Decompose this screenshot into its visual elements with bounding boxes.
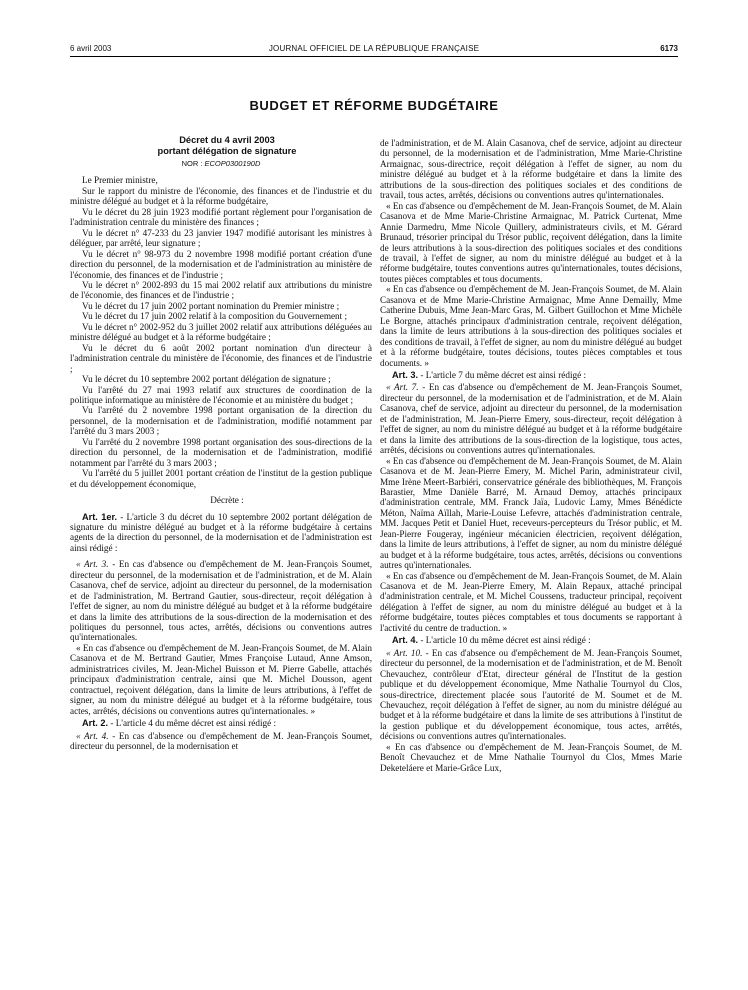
paragraph: « En cas d'absence ou d'empêchement de M. Jean-François Soumet, de M. Alain Casanova et de M. Jean-Pierre Emery, M. Michel Parin, administrateur civil, Mme Irène Meert-Barbiéri, conservatrice générale des bibliothèques, M. François Barastier, Mme Danièle Barré, M. Arnaud Demoy, attachés principaux d'administration centrale, MM. Franck Jaïa, Ludovic Lamy, Mmes Bénédicte Méton, Naïma Aïllah, Marie-Louise Lefevre, attachés d'administration centrale, MM. Jacques Petit et Daniel Huet, receveurs-percepteurs du Trésor public, et M. Jean-Pierre Fougeray, ingénieur mécanicien électricien, reçoivent délégation, dans la limite de leurs attributions, à l'effet de signer, au nom du ministre délégué au budget et à la réforme budgétaire, tous actes, arrêtés, décisions ou conventions autres qu'internationales. bbox=[380, 455, 682, 571]
paragraph: Vu l'arrêté du 27 mai 1993 relatif aux structures de coordination de la politique informatique au ministère de l'économie et au ministère du budget ; bbox=[70, 384, 372, 405]
paragraph: Vu le décret du 17 juin 2002 portant nomination du Premier ministre ; bbox=[82, 300, 340, 311]
paragraph: Vu l'arrêté du 2 novembre 1998 portant organisation des sous-directions de la direction du personnel, de la modernisation et de l'administration, modifié notamment par l'arrêté du 3 mars 2003 ; bbox=[70, 436, 372, 468]
paragraph: Vu le décret n° 47-233 du 23 janvier 1947 modifié autorisant les ministres à déléguer, par arrêté, leur signature ; bbox=[70, 227, 372, 249]
article-1 bbox=[70, 512, 372, 554]
article-label: Art. 3. bbox=[392, 369, 419, 380]
journal-title: JOURNAL OFFICIEL DE LA RÉPUBLIQUE FRANÇAISE bbox=[268, 44, 480, 53]
quoted-article-label: « Art. 4. bbox=[76, 730, 109, 741]
article-text: - L'article 7 du même décret est ainsi rédigé : bbox=[418, 369, 587, 380]
paragraph: Vu le décret n° 98-973 du 2 novembre 1998 modifié portant création d'une direction du personnel, de la modernisation et de l'administration au ministère de l'économie, des finances et de l'industrie ; bbox=[70, 248, 372, 280]
paragraph: Vu le décret du 17 juin 2002 relatif à la composition du Gouvernement ; bbox=[82, 311, 348, 322]
article-label: Art. 4. bbox=[392, 635, 419, 646]
article-4 bbox=[380, 635, 682, 645]
article-text: - L'article 10 du même décret est ainsi rédigé : bbox=[418, 635, 591, 646]
paragraph: Sur le rapport du ministre de l'économie, des finances et de l'industrie et du ministre délégué au budget et à la réforme budgétaire, bbox=[70, 185, 372, 207]
decrete-heading: Décrète : bbox=[210, 495, 244, 506]
paragraph: Le Premier ministre, bbox=[82, 175, 158, 186]
issue-date: 6 avril 2003 bbox=[70, 44, 112, 53]
paragraph: Vu le décret n° 2002-952 du 3 juillet 2002 relatif aux attributions déléguées au ministre délégué au budget et à la réforme budgétaire ; bbox=[70, 321, 372, 343]
nor-reference bbox=[70, 159, 372, 169]
article-text: - L'article 3 du décret du 10 septembre 2002 portant délégation de signature du ministre délégué au budget et à la réforme budgétaire à certains agents de la direction du personnel, de la modernisation et de l'administration est ainsi rédigé : bbox=[70, 511, 373, 553]
quoted-article-label: « Art. 7. bbox=[386, 382, 419, 393]
paragraph: Vu le décret n° 2002-893 du 15 mai 2002 relatif aux attributions du ministre de l'économie, des finances et de l'industrie ; bbox=[70, 279, 372, 301]
paragraph: Vu l'arrêté du 2 novembre 1998 portant organisation de la direction du personnel, de la modernisation et de l'administration, modifié notamment par l'arrêté du 3 mars 2003 ; bbox=[70, 405, 372, 437]
paragraph: « En cas d'absence ou d'empêchement de M. Jean-François Soumet, de M. Alain Casanova et de Mme Marie-Christine Armaignac, M. Patrick Curtenat, Mme Annie Darmedru, Mme Nicole Quillery, administrateurs civils, et M. Gérard Brunaud, trésorier principal du Trésor public, reçoivent délégation, dans la limite de leurs attributions à la sous-direction des politiques sociales et des conditions de travail, à l'effet de signer, au nom du ministre délégué au budget et à la réforme budgétaire, toutes conventions autres qu'internationales, toutes décisions, toutes pièces comptables et tous documents. bbox=[380, 200, 682, 284]
right-column bbox=[380, 138, 682, 773]
header-rule bbox=[70, 56, 678, 57]
page-header bbox=[70, 44, 678, 56]
page-number: 6173 bbox=[660, 44, 678, 53]
paragraph: « En cas d'absence ou d'empêchement de M. Jean-François Soumet, de M. Alain Casanova et de M. Bertrand Gautier, Mmes Françoise Lutaud, Anne Amson, administratrices civiles, M. Jean-Michel Buisson et M. Pierre Gabelle, attachés principaux d'administration centrale, ainsi que M. Michel Dousson, agent contractuel, reçoivent délégation, dans la limite de leurs attributions, à l'effet de signer, au nom du ministre délégué au budget et à la réforme budgétaire, tous actes, arrêtés, décisions ou conventions autres qu'internationales. » bbox=[70, 642, 372, 716]
paragraph: Vu le décret du 6 août 2002 portant nomination d'un directeur à l'administration centrale du ministère de l'économie, des finances et de l'industrie ; bbox=[70, 342, 372, 374]
quoted-article-text: - En cas d'absence ou d'empêchement de M. Jean-François Soumet, directeur du personnel, de la modernisation et de l'administration, et de M. Benoît Chevauchez, contrôleur d'Etat, directeur général de l'Institut de la gestion publique et du développement économique, Mme Nathalie Tournyol du Clos, sous-directrice, directement placée sous l'autorité de M. Soumet et de M. Chevauchez, reçoit délégation à l'effet de signer, au nom du ministre délégué au budget et à la réforme budgétaire et dans la limite de ses attributions à l'institut de la gestion publique et du développement économique, tous actes, arrêtés, décisions ou conventions autres qu'internationales. bbox=[380, 647, 682, 742]
quoted-article-text: - En cas d'absence ou d'empêchement de M. Jean-François Soumet, directeur du personnel, de la modernisation et de l'administration, et de M. Alain Casanova, chef de service, adjoint au directeur du personnel, de la modernisation et de l'administration, M. Jean-Pierre Emery, sous-directeur, reçoit délégation à l'effet de signer, au nom du ministre délégué au budget et à la réforme budgétaire et dans la limite des attributions de la sous-direction de la logistique, tous actes, arrêtés, décisions ou conventions autres qu'internationales. bbox=[380, 382, 682, 456]
section-title: BUDGET ET RÉFORME BUDGÉTAIRE bbox=[249, 98, 499, 113]
quoted-article-label: « Art. 3. bbox=[76, 559, 109, 570]
nor-code: ECOP0300190D bbox=[204, 159, 261, 168]
article-3 bbox=[380, 370, 682, 380]
quoted-article-text: - En cas d'absence ou d'empêchement de M. Jean-François Soumet, directeur du personnel, de la modernisation et bbox=[70, 730, 372, 752]
article-text: - L'article 4 du même décret est ainsi rédigé : bbox=[108, 718, 277, 729]
article-label: Art. 2. bbox=[82, 718, 109, 729]
paragraph: « En cas d'absence ou d'empêchement de M. Jean-François Soumet, de M. Alain Casanova et de Mme Marie-Christine Armaignac, Mme Anne Demailly, Mme Catherine Dubuis, Mme Jean-Marc Gras, M. Gilbert Guillochon et Mme Michèle Le Borgne, attachés principaux d'administration centrale, reçoivent délégation, dans la limite de leurs attributions à la sous-direction des politiques sociales et des conditions de travail, à l'effet de signer, au nom du ministre délégué au budget et à la réforme budgétaire, toutes décisions, toutes pièces comptables et tous documents. » bbox=[380, 284, 682, 368]
paragraph: Vu le décret du 28 juin 1923 modifié portant règlement pour l'organisation de l'administration centrale du ministère des finances ; bbox=[70, 206, 372, 228]
quoted-article bbox=[70, 559, 372, 643]
paragraph: « En cas d'absence ou d'empêchement de M. Jean-François Soumet, de M. Benoît Chevauchez et de Mme Nathalie Tournyol du Clos, Mmes Marie Deketeláere et Marie-Grâce Lux, bbox=[380, 741, 682, 773]
paragraph: Vu l'arrêté du 5 juillet 2001 portant création de l'institut de la gestion publique et du développement économique, bbox=[70, 468, 372, 489]
paragraph: Vu le décret du 10 septembre 2002 portant délégation de signature ; bbox=[82, 374, 331, 385]
nor-label: NOR : bbox=[181, 159, 205, 168]
paragraph: de l'administration, et de M. Alain Casanova, chef de service, adjoint au directeur du personnel, de la modernisation et de l'administration, Mme Marie-Christine Armaignac, sous-directrice, reçoit délégation à l'effet de signer, au nom du ministre délégué au budget et à la réforme budgétaire et dans la limite des attributions de la sous-direction des politiques sociales et des conditions de travail, tous actes, arrêtés, décisions ou conventions autres qu'internationales. bbox=[380, 138, 682, 201]
left-column bbox=[70, 135, 372, 751]
quoted-article bbox=[70, 731, 372, 752]
article-label: Art. 1er. bbox=[82, 511, 118, 522]
quoted-article bbox=[380, 648, 682, 742]
quoted-article-label: « Art. 10. bbox=[386, 647, 423, 658]
decree-title-line1: Décret du 4 avril 2003 bbox=[179, 135, 275, 145]
article-2 bbox=[70, 718, 372, 728]
paragraph: « En cas d'absence ou d'empêchement de M. Jean-François Soumet, de M. Alain Casanova et de M. Jean-Pierre Emery, M. Alain Repaux, attaché principal d'administration centrale, et M. Michel Coussens, traducteur principal, reçoivent délégation à l'effet de signer, au nom du ministre délégué au budget et à la réforme budgétaire, toutes pièces comptables et tous documents se rapportant à l'activité du centre de traduction. » bbox=[380, 570, 682, 633]
quoted-article bbox=[380, 382, 682, 455]
decree-title-line2: portant délégation de signature bbox=[157, 146, 297, 156]
quoted-article-text: - En cas d'absence ou d'empêchement de M. Jean-François Soumet, directeur du personnel, de la modernisation et de l'administration, et de M. Alain Casanova, chef de service, adjoint au directeur du personnel, de la modernisation et de l'administration, M. Bertrand Gautier, sous-directeur, reçoit délégation à l'effet de signer, au nom du ministre délégué au budget et à la réforme budgétaire et dans la limite des attributions de la sous-direction de la modernisation et des politiques du personnel, tous actes, arrêtés, décisions ou conventions autres qu'internationales. bbox=[70, 559, 372, 643]
